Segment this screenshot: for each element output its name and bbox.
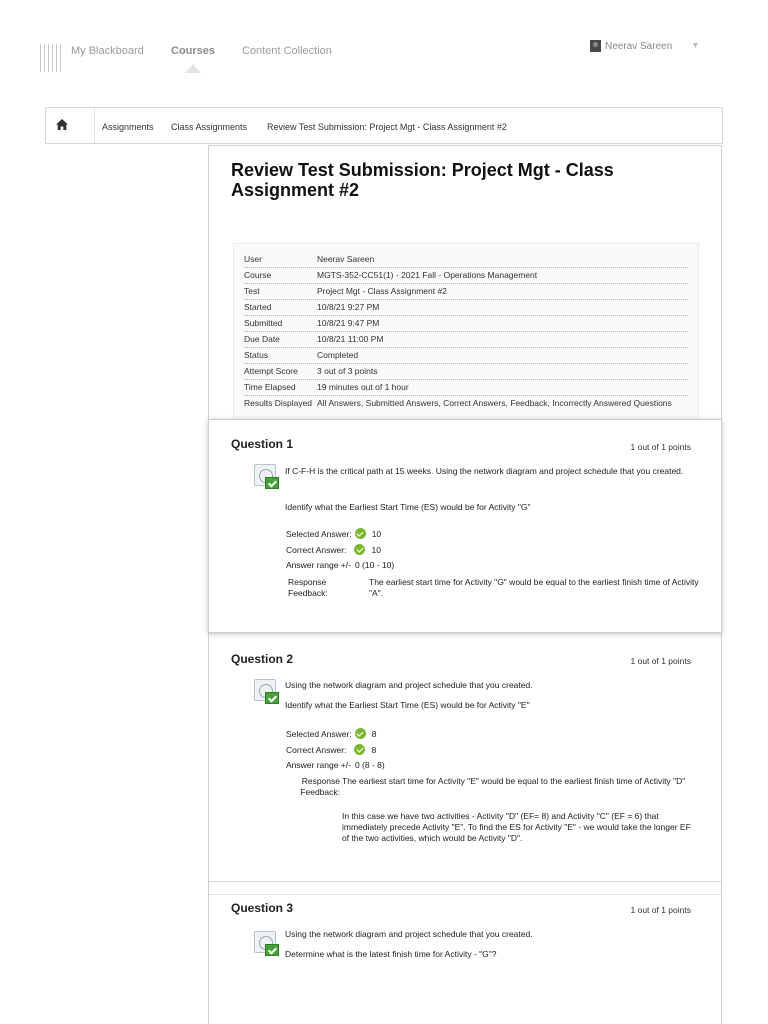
answer-range-row [286,560,394,570]
home-icon [56,119,68,130]
response-feedback-text: The earliest start time for Activity "E" would be equal to the earliest finish time of Activity "D" [342,776,686,786]
answer-range-value: 0 (10 - 10) [354,560,395,570]
top-navigation [0,0,768,100]
question-text: If C-F-H is the critical path at 15 weeks. Using the network diagram and project schedule that you created. [285,466,684,476]
response-feedback-label: Response Feedback: [288,577,328,598]
info-row-due-date [244,332,688,348]
info-value: 19 minutes out of 1 hour [317,382,409,392]
nav-my-blackboard[interactable]: My Blackboard [71,45,144,57]
question-points: 1 out of 1 points [630,656,691,666]
question-text: Using the network diagram and project schedule that you created. [285,680,533,690]
info-label: Started [244,302,272,312]
chevron-down-icon[interactable]: ▼ [691,40,700,50]
answer-range-label: Answer range +/- [286,560,351,570]
question-3 [209,894,721,1024]
info-value: Project Mgt - Class Assignment #2 [317,286,447,296]
user-name[interactable]: Neerav Sareen [605,41,673,52]
info-label: Course [244,270,272,280]
submission-info-table [233,243,699,423]
check-circle-icon [355,528,366,539]
logo-bars-icon [40,44,66,72]
check-circle-icon [354,744,365,755]
question-prompt: Identify what the Earliest Start Time (ES) would be for Activity "E" [285,700,530,710]
correct-answer-icon [254,464,282,490]
correct-answer-value: 8 [371,744,377,755]
selected-answer-label: Selected Answer: [286,728,352,739]
correct-answer-row [286,544,381,555]
question-title: Question 3 [231,901,294,915]
page-title: Review Test Submission: Project Mgt - Class Assignment #2 [231,160,614,200]
nav-content-collection[interactable]: Content Collection [242,45,332,57]
info-row-results-displayed [244,396,688,411]
correct-answer-row [286,744,376,755]
info-row-attempt-score [244,364,688,380]
breadcrumb-class-assignments[interactable]: Class Assignments [171,122,248,132]
info-label: Time Elapsed [244,382,296,392]
answer-range-label: Answer range +/- [286,760,351,770]
answer-range-row [286,760,385,770]
check-circle-icon [355,728,366,739]
info-value: MGTS-352-CC51(1) - 2021 Fall - Operations Management [317,270,538,280]
response-feedback-label: Response Feedback: [300,776,340,797]
info-row-submitted [244,316,688,332]
info-row-time-elapsed [244,380,688,396]
question-points: 1 out of 1 points [630,905,691,915]
question-prompt: Identify what the Earliest Start Time (ES) would be for Activity "G" [285,502,531,512]
check-circle-icon [354,544,365,555]
selected-answer-value: 8 [371,728,377,739]
info-label: Status [244,350,269,360]
response-feedback-explanation: In this case we have two activities - Activity "D" (EF= 8) and Activity "C" (EF = 6) that immediately precede Activity "E". To find the ES for Activity "E" - we would take the longer EF of the two activities, which would be Activity "D". [342,811,691,843]
question-title: Question 2 [231,652,294,666]
info-label: User [244,254,262,264]
info-label: Results Displayed [244,398,313,408]
info-label: Attempt Score [244,366,298,376]
info-row-status [244,348,688,364]
info-row-started [244,300,688,316]
info-value: 10/8/21 9:27 PM [317,302,380,312]
selected-answer-value: 10 [371,528,382,539]
avatar[interactable] [590,40,601,52]
info-value: 3 out of 3 points [317,366,378,376]
info-value: Completed [317,350,359,360]
question-text: Using the network diagram and project schedule that you created. [285,929,533,939]
info-row-course [244,268,688,284]
correct-answer-label: Correct Answer: [286,744,347,755]
info-value: 10/8/21 11:00 PM [317,334,384,344]
correct-answer-icon [254,931,282,957]
correct-answer-value: 10 [371,544,381,555]
breadcrumb [45,107,723,144]
selected-answer-row [286,528,381,539]
selected-answer-label: Selected Answer: [286,528,352,539]
question-title: Question 1 [231,437,294,451]
breadcrumb-assignments[interactable]: Assignments [102,122,154,132]
correct-answer-icon [254,679,282,705]
info-row-user [244,252,688,268]
info-label: Test [244,286,260,296]
active-tab-caret-icon [185,64,201,73]
info-row-test [244,284,688,300]
question-1 [208,419,722,633]
info-value: Neerav Sareen [317,254,375,264]
info-label: Due Date [244,334,280,344]
info-value: 10/8/21 9:47 PM [317,318,380,328]
breadcrumb-current-page: Review Test Submission: Project Mgt - Class Assignment #2 [267,122,507,132]
info-value: All Answers, Submitted Answers, Correct Answers, Feedback, Incorrectly Answered Questions [317,398,672,408]
response-feedback-text: The earliest start time for Activity "G" would be equal to the earliest finish time of Activity "A". [369,577,699,598]
nav-courses[interactable]: Courses [171,45,216,57]
question-2 [209,646,721,882]
answer-range-value: 0 (8 - 8) [354,760,385,770]
question-points: 1 out of 1 points [630,442,691,452]
info-label: Submitted [244,318,283,328]
question-prompt: Determine what is the latest finish time for Activity - "G"? [285,949,497,959]
home-button[interactable] [46,108,95,143]
content-panel [208,145,722,1024]
selected-answer-row [286,728,376,739]
correct-answer-label: Correct Answer: [286,544,347,555]
